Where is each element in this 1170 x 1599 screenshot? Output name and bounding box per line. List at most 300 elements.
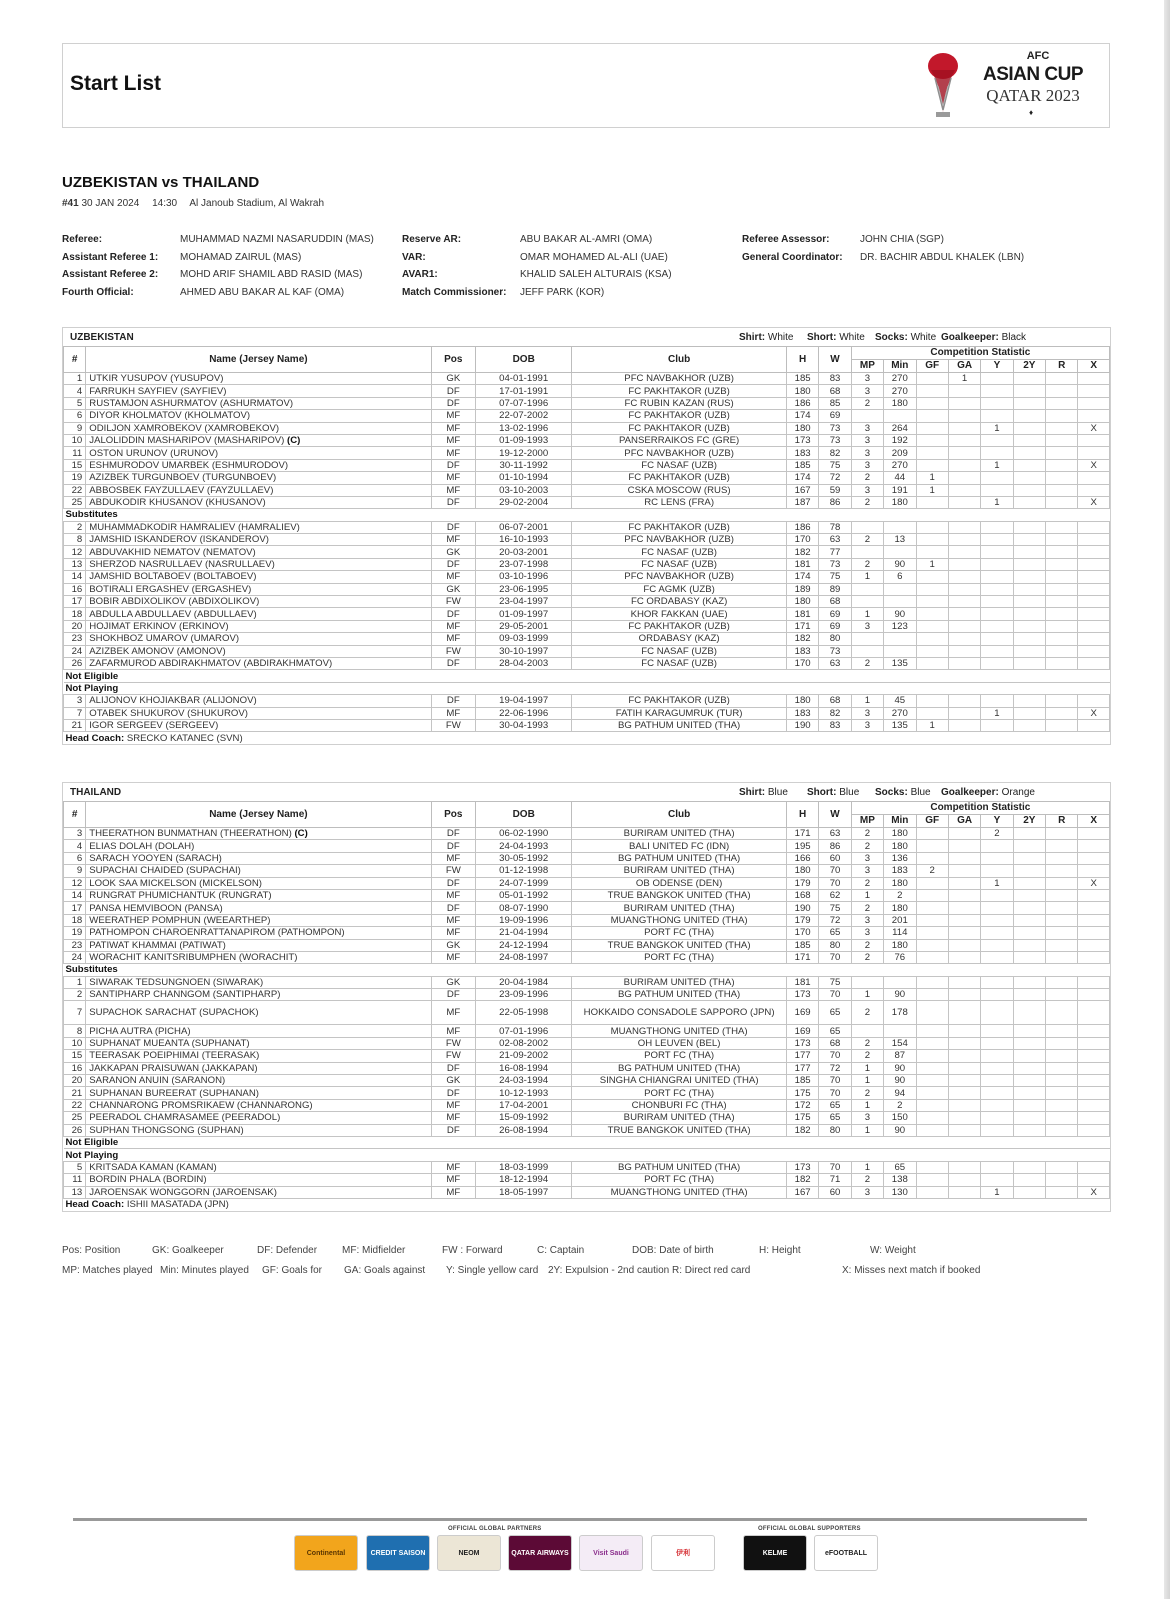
- official-name: KHALID SALEH ALTURAIS (KSA): [520, 269, 672, 280]
- stat-y: 1: [981, 496, 1013, 508]
- stat-min: 270: [884, 385, 916, 397]
- player-weight: 68: [819, 596, 851, 608]
- player-number: 22: [64, 484, 86, 496]
- player-name: [86, 951, 431, 963]
- player-dob: 07-01-1996: [476, 1025, 572, 1037]
- player-height: 180: [786, 422, 818, 434]
- player-number: 24: [64, 951, 86, 963]
- player-row: [64, 1050, 1110, 1062]
- player-weight: 89: [819, 583, 851, 595]
- player-number: 1: [64, 373, 86, 385]
- section-not-eligible: [64, 1136, 1110, 1148]
- stat-mp: [851, 583, 883, 595]
- legend-item: H: Height: [759, 1245, 801, 1256]
- player-row: [64, 633, 1110, 645]
- stat-r: [1046, 397, 1078, 409]
- player-dob: 16-08-1994: [476, 1062, 572, 1074]
- official-name: JEFF PARK (KOR): [520, 286, 605, 298]
- player-number: 26: [64, 657, 86, 669]
- stat-x: [1078, 1087, 1110, 1099]
- player-height: 173: [786, 434, 818, 446]
- player-club: TRUE BANGKOK UNITED (THA): [572, 889, 787, 901]
- stat-gf: [916, 633, 948, 645]
- stat-ga: [948, 719, 980, 731]
- player-name-text: JAKKAPAN PRAISUWAN (JAKKAPAN): [89, 1062, 258, 1074]
- player-height: 186: [786, 397, 818, 409]
- stat-gf: [916, 877, 948, 889]
- stat-gf: [916, 1050, 948, 1062]
- column-header-gf: GF: [916, 360, 948, 373]
- player-height: 168: [786, 889, 818, 901]
- player-name: [86, 459, 431, 471]
- player-number: 23: [64, 939, 86, 951]
- team-name: UZBEKISTAN: [70, 332, 134, 343]
- player-weight: 68: [819, 1037, 851, 1049]
- stat-x: [1078, 620, 1110, 632]
- player-row: [64, 373, 1110, 385]
- player-height: 186: [786, 521, 818, 533]
- player-dob: 22-05-1998: [476, 1001, 572, 1025]
- player-position: DF: [431, 877, 476, 889]
- player-row: [64, 558, 1110, 570]
- stat-mp: 3: [851, 865, 883, 877]
- kit-value: White: [910, 332, 937, 343]
- stat-ga: [948, 1062, 980, 1074]
- stat-x: [1078, 927, 1110, 939]
- player-row: [64, 546, 1110, 558]
- stat-ga: [948, 1161, 980, 1173]
- player-weight: 78: [819, 521, 851, 533]
- player-position: MF: [431, 852, 476, 864]
- kit-value: Blue: [839, 787, 860, 798]
- player-row: [64, 927, 1110, 939]
- stat-y2: [1013, 410, 1045, 422]
- player-club: PORT FC (THA): [572, 1087, 787, 1099]
- player-club: MUANGTHONG UNITED (THA): [572, 1025, 787, 1037]
- head-coach-row: [64, 732, 1110, 744]
- official-name: OMAR MOHAMED AL-ALI (UAE): [520, 251, 668, 263]
- player-dob: 18-12-1994: [476, 1174, 572, 1186]
- official-name: MUHAMMAD NAZMI NASARUDDIN (MAS): [180, 234, 374, 245]
- player-name: [86, 546, 431, 558]
- stat-min: 138: [884, 1174, 916, 1186]
- stat-r: [1046, 1161, 1078, 1173]
- player-dob: 03-10-1996: [476, 571, 572, 583]
- stat-x: [1078, 889, 1110, 901]
- section-not-playing: [64, 1149, 1110, 1161]
- player-name: [86, 1099, 431, 1111]
- player-weight: 80: [819, 1124, 851, 1136]
- player-dob: 23-07-1998: [476, 558, 572, 570]
- player-name-text: ALIJONOV KHOJIAKBAR (ALIJONOV): [89, 695, 257, 707]
- stat-r: [1046, 645, 1078, 657]
- player-name: [86, 571, 431, 583]
- player-row: [64, 608, 1110, 620]
- player-row: [64, 459, 1110, 471]
- player-height: 172: [786, 1099, 818, 1111]
- stat-min: 114: [884, 927, 916, 939]
- stat-r: [1046, 422, 1078, 434]
- stat-ga: [948, 534, 980, 546]
- player-number: 1: [64, 976, 86, 988]
- player-dob: 02-08-2002: [476, 1037, 572, 1049]
- stat-min: 90: [884, 1062, 916, 1074]
- section-substitutes-label: Substitutes: [64, 509, 1110, 521]
- stat-mp: 2: [851, 939, 883, 951]
- player-name-text: SARANON ANUIN (SARANON): [89, 1075, 226, 1087]
- player-name-text: PATIWAT KHAMMAI (PATIWAT): [89, 939, 226, 951]
- stat-y2: [1013, 1075, 1045, 1087]
- stat-y: [981, 521, 1013, 533]
- player-name: [86, 865, 431, 877]
- stat-ga: [948, 976, 980, 988]
- player-number: 9: [64, 865, 86, 877]
- player-weight: 75: [819, 459, 851, 471]
- match-number: #41: [62, 198, 79, 209]
- column-header-club: Club: [572, 347, 787, 373]
- column-header-y2: 2Y: [1013, 815, 1045, 828]
- player-name: [86, 434, 431, 446]
- stat-r: [1046, 939, 1078, 951]
- player-weight: 72: [819, 472, 851, 484]
- player-height: 169: [786, 1025, 818, 1037]
- supporter-logo: KELME: [743, 1535, 807, 1571]
- player-weight: 65: [819, 1112, 851, 1124]
- logo-text-qatar-2023: QATAR 2023: [986, 86, 1080, 105]
- player-dob: 24-04-1993: [476, 840, 572, 852]
- player-row: [64, 583, 1110, 595]
- stat-y2: [1013, 1062, 1045, 1074]
- stat-y: [981, 889, 1013, 901]
- official-role: General Coordinator:: [742, 251, 843, 263]
- stat-x: [1078, 976, 1110, 988]
- stat-gf: [916, 927, 948, 939]
- stat-min: 180: [884, 828, 916, 840]
- stat-x: [1078, 828, 1110, 840]
- player-weight: 70: [819, 989, 851, 1001]
- stat-y2: [1013, 645, 1045, 657]
- player-name: [86, 695, 431, 707]
- player-weight: 86: [819, 840, 851, 852]
- stat-r: [1046, 1025, 1078, 1037]
- stat-mp: 1: [851, 1124, 883, 1136]
- player-weight: 60: [819, 1186, 851, 1198]
- player-height: 170: [786, 927, 818, 939]
- column-header-dob: DOB: [476, 802, 572, 828]
- stat-y: [981, 902, 1013, 914]
- column-header-mp: MP: [851, 815, 883, 828]
- match-venue: Al Janoub Stadium, Al Wakrah: [189, 198, 325, 209]
- stat-mp: 3: [851, 1186, 883, 1198]
- player-row: [64, 1001, 1110, 1025]
- stat-gf: [916, 422, 948, 434]
- player-position: GK: [431, 976, 476, 988]
- stat-gf: [916, 989, 948, 1001]
- stat-y: [981, 596, 1013, 608]
- player-row: [64, 951, 1110, 963]
- player-weight: 72: [819, 1062, 851, 1074]
- stat-min: 6: [884, 571, 916, 583]
- stat-mp: 1: [851, 1161, 883, 1173]
- stat-y2: [1013, 1001, 1045, 1025]
- logo-text-afc: AFC: [1026, 50, 1050, 62]
- player-weight: 68: [819, 695, 851, 707]
- kit-label: Goalkeeper:: [941, 787, 999, 798]
- player-club: CSKA MOSCOW (RUS): [572, 484, 787, 496]
- stat-ga: [948, 927, 980, 939]
- stat-y: [981, 1037, 1013, 1049]
- player-name-text: PATHOMPON CHAROENRATTANAPIROM (PATHOMPON): [89, 927, 345, 939]
- column-header-r: R: [1046, 360, 1078, 373]
- stat-y: [981, 546, 1013, 558]
- stat-mp: 2: [851, 657, 883, 669]
- player-name-text: JAROENSAK WONGGORN (JAROENSAK): [89, 1186, 277, 1198]
- player-name: [86, 397, 431, 409]
- stat-r: [1046, 620, 1078, 632]
- player-row: [64, 596, 1110, 608]
- player-number: 25: [64, 1112, 86, 1124]
- player-dob: 20-04-1984: [476, 976, 572, 988]
- player-dob: 24-07-1999: [476, 877, 572, 889]
- stat-y: [981, 865, 1013, 877]
- player-weight: 62: [819, 889, 851, 901]
- stat-ga: [948, 1186, 980, 1198]
- stat-ga: [948, 645, 980, 657]
- stat-x: X: [1078, 459, 1110, 471]
- stat-gf: [916, 1001, 948, 1025]
- stat-mp: 1: [851, 571, 883, 583]
- player-position: MF: [431, 914, 476, 926]
- player-row: [64, 620, 1110, 632]
- stat-r: [1046, 695, 1078, 707]
- stat-r: [1046, 596, 1078, 608]
- player-name-text: FARRUKH SAYFIEV (SAYFIEV): [89, 385, 227, 397]
- player-dob: 07-07-1996: [476, 397, 572, 409]
- player-height: 180: [786, 865, 818, 877]
- player-dob: 15-09-1992: [476, 1112, 572, 1124]
- official-role: Fourth Official:: [62, 286, 134, 298]
- player-position: DF: [431, 558, 476, 570]
- player-club: FC ORDABASY (KAZ): [572, 596, 787, 608]
- player-number: 5: [64, 397, 86, 409]
- stat-gf: [916, 914, 948, 926]
- stat-mp: 3: [851, 373, 883, 385]
- official-role: Match Commissioner:: [402, 286, 507, 298]
- player-club: PORT FC (THA): [572, 927, 787, 939]
- player-number: 25: [64, 496, 86, 508]
- player-name-text: ABBOSBEK FAYZULLAEV (FAYZULLAEV): [89, 484, 274, 496]
- player-number: 7: [64, 707, 86, 719]
- stat-y2: [1013, 608, 1045, 620]
- footer-divider: [73, 1518, 1087, 1521]
- player-club: BALI UNITED FC (IDN): [572, 840, 787, 852]
- stat-r: [1046, 840, 1078, 852]
- stat-gf: 1: [916, 558, 948, 570]
- stat-x: [1078, 608, 1110, 620]
- stat-r: [1046, 608, 1078, 620]
- official-role: Assistant Referee 1:: [62, 251, 159, 263]
- player-row: [64, 1087, 1110, 1099]
- player-dob: 29-05-2001: [476, 620, 572, 632]
- player-name: [86, 633, 431, 645]
- stat-ga: [948, 596, 980, 608]
- stat-y: [981, 608, 1013, 620]
- player-name: [86, 484, 431, 496]
- player-club: BURIRAM UNITED (THA): [572, 902, 787, 914]
- player-height: 173: [786, 989, 818, 1001]
- stat-mp: 2: [851, 397, 883, 409]
- player-number: 19: [64, 927, 86, 939]
- stat-gf: 1: [916, 719, 948, 731]
- legend-item: GK: Goalkeeper: [152, 1245, 224, 1256]
- player-number: 2: [64, 521, 86, 533]
- stat-r: [1046, 459, 1078, 471]
- stat-y: [981, 719, 1013, 731]
- stat-r: [1046, 583, 1078, 595]
- stat-ga: [948, 422, 980, 434]
- player-position: FW: [431, 596, 476, 608]
- stat-x: [1078, 695, 1110, 707]
- stat-min: 123: [884, 620, 916, 632]
- column-header-w: W: [819, 347, 851, 373]
- player-position: MF: [431, 1025, 476, 1037]
- player-position: MF: [431, 927, 476, 939]
- stat-ga: [948, 434, 980, 446]
- stat-r: [1046, 657, 1078, 669]
- stat-y: [981, 1124, 1013, 1136]
- player-weight: 85: [819, 397, 851, 409]
- kit-label: Socks:: [875, 787, 908, 798]
- stat-min: 150: [884, 1112, 916, 1124]
- player-height: 174: [786, 472, 818, 484]
- stat-mp: 1: [851, 608, 883, 620]
- stat-gf: [916, 596, 948, 608]
- kit-goalkeeper: [941, 332, 1026, 343]
- column-header-y: Y: [981, 360, 1013, 373]
- player-row: [64, 447, 1110, 459]
- stat-r: [1046, 719, 1078, 731]
- stat-x: [1078, 1025, 1110, 1037]
- stat-y: [981, 1087, 1013, 1099]
- player-number: 10: [64, 434, 86, 446]
- stat-gf: [916, 571, 948, 583]
- stat-mp: 2: [851, 558, 883, 570]
- stat-x: [1078, 1037, 1110, 1049]
- kit-shirt: [739, 332, 793, 343]
- player-name-text: ABDULLA ABDULLAEV (ABDULLAEV): [89, 608, 257, 620]
- stat-gf: [916, 1112, 948, 1124]
- stat-r: [1046, 1062, 1078, 1074]
- player-club: BG PATHUM UNITED (THA): [572, 852, 787, 864]
- player-name: [86, 889, 431, 901]
- stat-y2: [1013, 902, 1045, 914]
- player-name: [86, 422, 431, 434]
- stat-r: [1046, 1001, 1078, 1025]
- kit-value: Blue: [767, 787, 788, 798]
- official-role: Referee Assessor:: [742, 234, 830, 245]
- stat-ga: [948, 1087, 980, 1099]
- player-club: OB ODENSE (DEN): [572, 877, 787, 889]
- stat-min: [884, 521, 916, 533]
- player-club: BURIRAM UNITED (THA): [572, 865, 787, 877]
- stat-ga: [948, 877, 980, 889]
- player-height: 181: [786, 558, 818, 570]
- player-name: [86, 385, 431, 397]
- stat-min: 183: [884, 865, 916, 877]
- stat-min: 180: [884, 840, 916, 852]
- stat-x: [1078, 1062, 1110, 1074]
- stat-gf: [916, 1186, 948, 1198]
- player-club: FC PAKHTAKOR (UZB): [572, 620, 787, 632]
- player-name-text: SIWARAK TEDSUNGNOEN (SIWARAK): [89, 976, 264, 988]
- section-substitutes-label: Substitutes: [64, 964, 1110, 976]
- player-position: MF: [431, 410, 476, 422]
- player-dob: 01-10-1994: [476, 472, 572, 484]
- player-name-text: ELIAS DOLAH (DOLAH): [89, 840, 195, 852]
- player-name-text: BOTIRALI ERGASHEV (ERGASHEV): [89, 583, 252, 595]
- match-time: 14:30: [152, 198, 178, 209]
- stat-y2: [1013, 976, 1045, 988]
- player-club: FC NASAF (UZB): [572, 459, 787, 471]
- player-name: [86, 373, 431, 385]
- player-height: 190: [786, 719, 818, 731]
- official-name: DR. BACHIR ABDUL KHALEK (LBN): [860, 251, 1025, 263]
- stat-ga: [948, 1124, 980, 1136]
- stat-r: [1046, 546, 1078, 558]
- stat-y2: [1013, 633, 1045, 645]
- player-height: 174: [786, 410, 818, 422]
- stat-ga: [948, 889, 980, 901]
- player-name: [86, 1124, 431, 1136]
- stat-ga: [948, 1112, 980, 1124]
- player-name-text: MUHAMMADKODIR HAMRALIEV (HAMRALIEV): [89, 521, 300, 533]
- stat-y: [981, 1062, 1013, 1074]
- player-name-text: BOBIR ABDIXOLIKOV (ABDIXOLIKOV): [89, 596, 260, 608]
- stat-mp: 2: [851, 902, 883, 914]
- player-club: BURIRAM UNITED (THA): [572, 828, 787, 840]
- player-height: 166: [786, 852, 818, 864]
- stat-ga: [948, 914, 980, 926]
- stat-x: X: [1078, 422, 1110, 434]
- stat-gf: [916, 707, 948, 719]
- stat-min: 13: [884, 534, 916, 546]
- stat-mp: 3: [851, 927, 883, 939]
- stat-y2: [1013, 397, 1045, 409]
- player-height: 180: [786, 385, 818, 397]
- stat-ga: 1: [948, 373, 980, 385]
- player-dob: 18-05-1997: [476, 1186, 572, 1198]
- player-dob: 21-09-2002: [476, 1050, 572, 1062]
- stat-ga: [948, 1001, 980, 1025]
- player-weight: 73: [819, 422, 851, 434]
- player-position: DF: [431, 657, 476, 669]
- stat-y: [981, 1099, 1013, 1111]
- player-row: [64, 472, 1110, 484]
- stat-y: [981, 695, 1013, 707]
- player-weight: 80: [819, 939, 851, 951]
- player-club: CHONBURI FC (THA): [572, 1099, 787, 1111]
- legend-item: Y: Single yellow card: [446, 1265, 539, 1276]
- stat-mp: 1: [851, 889, 883, 901]
- column-header-h: H: [786, 802, 818, 828]
- partner-logo: Visit Saudi: [579, 1535, 643, 1571]
- stat-y: [981, 1112, 1013, 1124]
- stat-r: [1046, 571, 1078, 583]
- player-name-text: ABDUVAKHID NEMATOV (NEMATOV): [89, 546, 256, 558]
- stat-gf: [916, 1025, 948, 1037]
- stat-x: [1078, 719, 1110, 731]
- player-dob: 17-01-1991: [476, 385, 572, 397]
